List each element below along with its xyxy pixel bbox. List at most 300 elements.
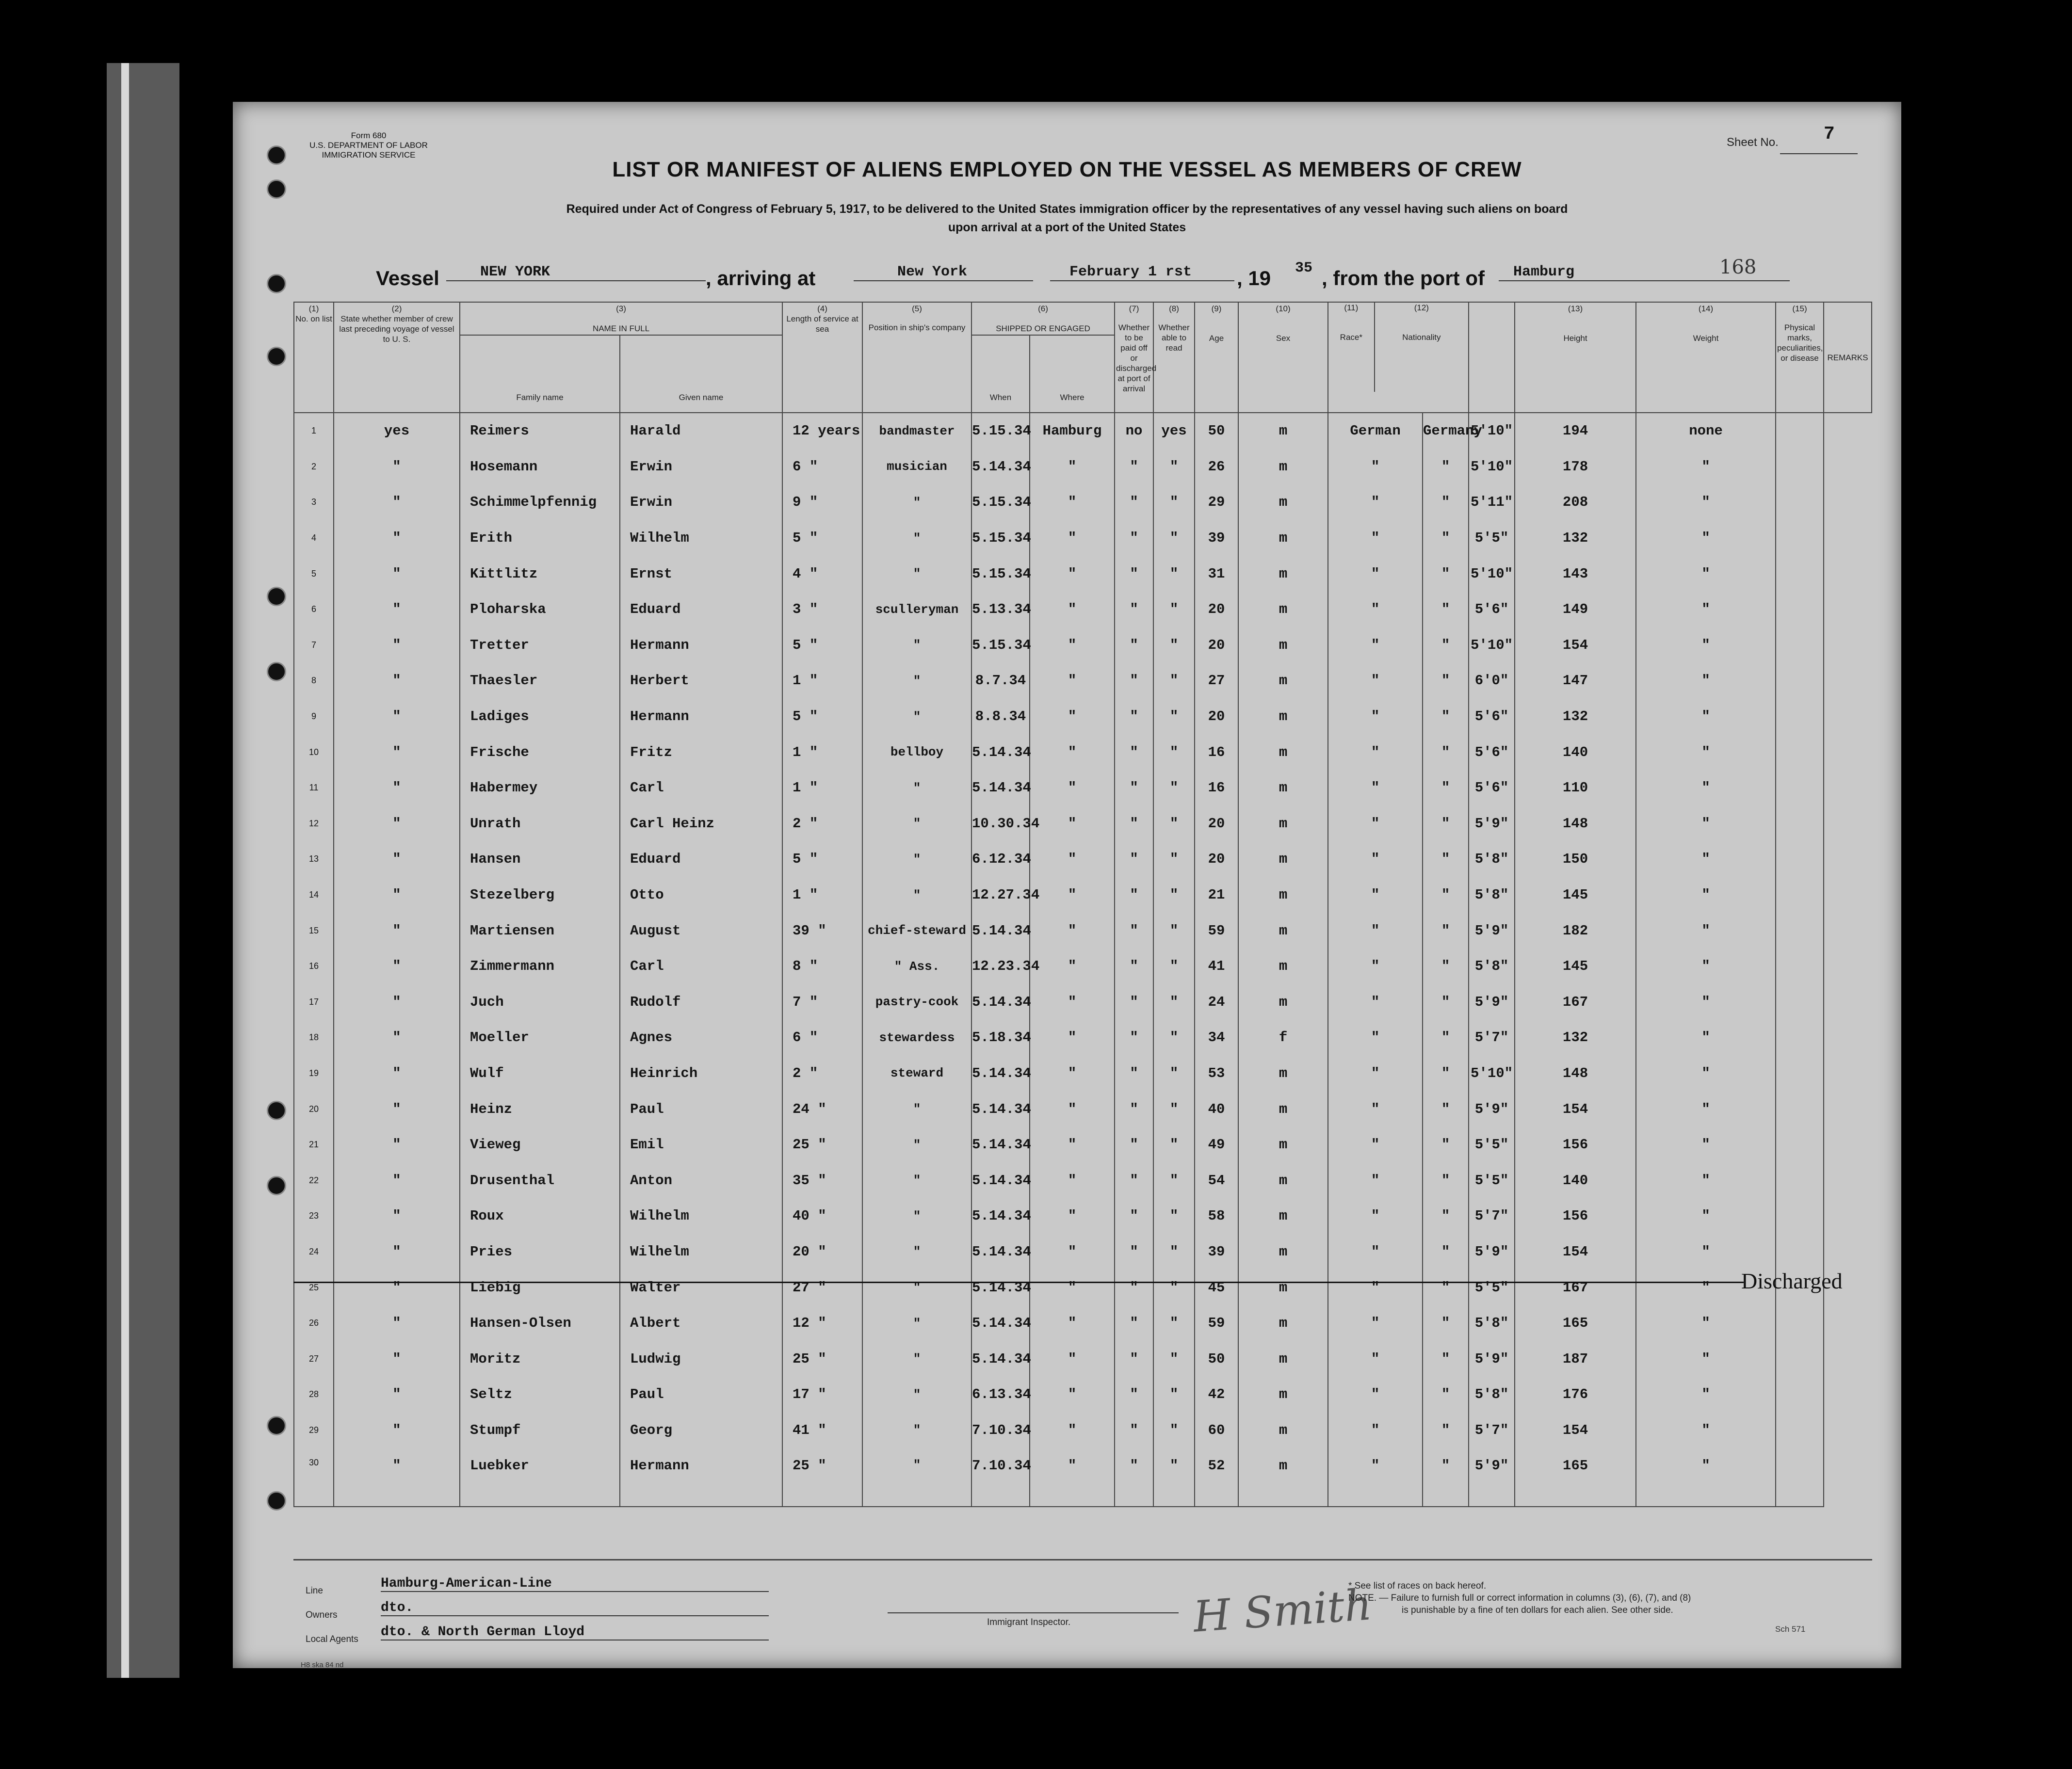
cell-position: sculleryman	[862, 592, 971, 627]
cell-weight: 132	[1515, 699, 1636, 735]
cell-paid-off: "	[1115, 556, 1153, 592]
cell-race: "	[1328, 734, 1423, 770]
cell-engaged-where: "	[1030, 1091, 1115, 1127]
cell-row-number: 13	[294, 841, 334, 877]
cell-height: 5'8"	[1469, 877, 1515, 913]
table-row	[294, 1234, 1872, 1270]
col-spacer-header	[1469, 302, 1515, 413]
cell-given-name: Paul	[620, 1377, 782, 1413]
col-shipped-header	[971, 302, 1115, 335]
cell-service-length: 1 "	[782, 734, 862, 770]
cell-service-length: 5 "	[782, 699, 862, 735]
col-no-label: No. on list	[295, 314, 332, 323]
cell-engaged-when: 8.7.34	[971, 663, 1030, 699]
cell-sex: m	[1238, 806, 1328, 842]
cell-row-number: 7	[294, 627, 334, 663]
cell-engaged-where: "	[1030, 1234, 1115, 1270]
cell-remarks	[1776, 1234, 1824, 1270]
table-row	[294, 699, 1872, 735]
cell-engaged-where: "	[1030, 877, 1115, 913]
cell-paid-off: "	[1115, 1020, 1153, 1056]
cell-engaged-where: "	[1030, 556, 1115, 592]
cell-race: "	[1328, 699, 1423, 735]
table-row	[294, 592, 1872, 627]
cell-nationality: "	[1423, 841, 1469, 877]
cell-remarks	[1776, 1448, 1824, 1507]
table-row	[294, 841, 1872, 877]
cell-height: 5'11"	[1469, 484, 1515, 520]
col-num: (6)	[1038, 304, 1048, 313]
cell-last-voyage: "	[334, 627, 460, 663]
cell-engaged-when: 5.14.34	[971, 1341, 1030, 1377]
cell-remarks	[1776, 1413, 1824, 1448]
cell-position: "	[862, 1413, 971, 1448]
punch-hole	[267, 1416, 286, 1435]
cell-sex: m	[1238, 1127, 1328, 1163]
cell-last-voyage: "	[334, 770, 460, 806]
vessel-name: NEW YORK	[446, 264, 706, 281]
cell-last-voyage: "	[334, 663, 460, 699]
line-value: Hamburg-American-Line	[381, 1576, 769, 1592]
cell-paid-off: "	[1115, 592, 1153, 627]
cell-paid-off: "	[1115, 806, 1153, 842]
cell-race: "	[1328, 984, 1423, 1020]
arrival-year: 35	[1295, 260, 1313, 276]
cell-family-name: Hansen	[460, 841, 620, 877]
cell-engaged-where: "	[1030, 770, 1115, 806]
cell-last-voyage: "	[334, 1056, 460, 1092]
cell-row-number: 2	[294, 449, 334, 485]
cell-race: "	[1328, 592, 1423, 627]
cell-nationality: "	[1423, 1234, 1469, 1270]
cell-position: "	[862, 1377, 971, 1413]
cell-physical-marks: "	[1636, 949, 1776, 984]
cell-physical-marks: "	[1636, 592, 1776, 627]
cell-remarks	[1776, 1198, 1824, 1234]
cell-weight: 154	[1515, 1091, 1636, 1127]
cell-race: "	[1328, 1056, 1423, 1092]
cell-race: "	[1328, 877, 1423, 913]
cell-age: 29	[1195, 484, 1238, 520]
cell-last-voyage: "	[334, 556, 460, 592]
cell-engaged-when: 5.15.34	[971, 484, 1030, 520]
punch-hole	[267, 1176, 286, 1195]
col-num: (10)	[1276, 304, 1291, 313]
cell-service-length: 5 "	[782, 520, 862, 556]
col-num: (2)	[391, 304, 402, 313]
cell-race: "	[1328, 1448, 1423, 1507]
col-race-label: Race*	[1340, 333, 1362, 342]
cell-service-length: 25 "	[782, 1341, 862, 1377]
col-num: (15)	[1792, 304, 1807, 313]
inspector-line	[888, 1612, 1179, 1613]
race-note: * See list of races on back hereof.	[1348, 1581, 1487, 1591]
cell-row-number: 26	[294, 1305, 334, 1341]
cell-engaged-when: 5.14.34	[971, 1162, 1030, 1198]
cell-row-number: 11	[294, 770, 334, 806]
cell-row-number: 27	[294, 1341, 334, 1377]
cell-engaged-when: 8.8.34	[971, 699, 1030, 735]
cell-height: 5'10"	[1469, 627, 1515, 663]
cell-age: 26	[1195, 449, 1238, 485]
cell-service-length: 7 "	[782, 984, 862, 1020]
cell-remarks	[1776, 627, 1824, 663]
cell-family-name: Heinz	[460, 1091, 620, 1127]
cell-engaged-where: "	[1030, 1162, 1115, 1198]
cell-age: 41	[1195, 949, 1238, 984]
cell-remarks	[1776, 449, 1824, 485]
from-port-label: , from the port of	[1322, 267, 1485, 289]
crew-rows	[294, 413, 1872, 1507]
cell-row-number: 28	[294, 1377, 334, 1413]
cell-family-name: Martiensen	[460, 913, 620, 949]
table-row	[294, 1413, 1872, 1448]
cell-paid-off: "	[1115, 984, 1153, 1020]
cell-row-number: 23	[294, 1198, 334, 1234]
cell-nationality: "	[1423, 1091, 1469, 1127]
cell-engaged-where: "	[1030, 984, 1115, 1020]
cell-weight: 140	[1515, 1162, 1636, 1198]
cell-able-to-read: "	[1153, 1162, 1195, 1198]
cell-position: "	[862, 556, 971, 592]
cell-last-voyage: "	[334, 592, 460, 627]
cell-height: 5'5"	[1469, 520, 1515, 556]
table-row	[294, 484, 1872, 520]
col-num: (5)	[912, 304, 922, 313]
cell-family-name: Wulf	[460, 1056, 620, 1092]
cell-family-name: Hansen-Olsen	[460, 1305, 620, 1341]
owners-value: dto.	[381, 1600, 769, 1616]
cell-paid-off: "	[1115, 1198, 1153, 1234]
cell-position: chief-steward	[862, 913, 971, 949]
cell-race: "	[1328, 1377, 1423, 1413]
cell-weight: 147	[1515, 663, 1636, 699]
cell-remarks	[1776, 592, 1824, 627]
cell-paid-off: "	[1115, 734, 1153, 770]
cell-sex: m	[1238, 1091, 1328, 1127]
cell-age: 24	[1195, 984, 1238, 1020]
cell-given-name: Hermann	[620, 1448, 782, 1507]
cell-position: stewardess	[862, 1020, 971, 1056]
cell-given-name: Agnes	[620, 1020, 782, 1056]
cell-able-to-read: "	[1153, 770, 1195, 806]
cell-remarks	[1776, 1305, 1824, 1341]
cell-sex: m	[1238, 734, 1328, 770]
cell-remarks	[1776, 877, 1824, 913]
cell-remarks	[1776, 663, 1824, 699]
cell-remarks	[1776, 770, 1824, 806]
cell-engaged-when: 5.14.34	[971, 449, 1030, 485]
cell-last-voyage: "	[334, 1091, 460, 1127]
cell-race: "	[1328, 1020, 1423, 1056]
arrival-date: February 1 rst	[1050, 264, 1234, 281]
cell-service-length: 40 "	[782, 1198, 862, 1234]
cell-paid-off: "	[1115, 949, 1153, 984]
cell-given-name: Anton	[620, 1162, 782, 1198]
cell-row-number: 22	[294, 1162, 334, 1198]
cell-service-length: 2 "	[782, 1056, 862, 1092]
cell-paid-off: "	[1115, 484, 1153, 520]
cell-sex: m	[1238, 1413, 1328, 1448]
cell-height: 5'8"	[1469, 949, 1515, 984]
cell-able-to-read: "	[1153, 1270, 1195, 1305]
cell-given-name: Carl Heinz	[620, 806, 782, 842]
cell-nationality: "	[1423, 1341, 1469, 1377]
cell-nationality: "	[1423, 1198, 1469, 1234]
col-num: (3)	[616, 304, 626, 313]
col-height-label: Height	[1563, 334, 1587, 343]
cell-paid-off: "	[1115, 770, 1153, 806]
cell-position: "	[862, 841, 971, 877]
form-department: U.S. DEPARTMENT OF LABOR	[309, 141, 428, 150]
cell-sex: m	[1238, 770, 1328, 806]
year-prefix: , 19	[1237, 267, 1271, 289]
cell-given-name: August	[620, 913, 782, 949]
cell-given-name: Emil	[620, 1127, 782, 1163]
cell-height: 5'8"	[1469, 1305, 1515, 1341]
cell-sex: m	[1238, 1341, 1328, 1377]
cell-remarks	[1776, 1091, 1824, 1127]
cell-nationality: "	[1423, 1305, 1469, 1341]
punch-hole	[267, 347, 286, 366]
cell-engaged-when: 7.10.34	[971, 1413, 1030, 1448]
cell-nationality: "	[1423, 1020, 1469, 1056]
cell-last-voyage: "	[334, 520, 460, 556]
race-cell	[1328, 303, 1375, 392]
table-row	[294, 413, 1872, 449]
cell-physical-marks: "	[1636, 770, 1776, 806]
cell-paid-off: "	[1115, 1234, 1153, 1270]
col-name-header	[460, 302, 782, 335]
cell-family-name: Stezelberg	[460, 877, 620, 913]
cell-position: "	[862, 806, 971, 842]
cell-able-to-read: "	[1153, 734, 1195, 770]
cell-position: "	[862, 627, 971, 663]
cell-able-to-read: "	[1153, 449, 1195, 485]
cell-position: "	[862, 1234, 971, 1270]
cell-able-to-read: "	[1153, 1020, 1195, 1056]
cell-service-length: 27 "	[782, 1270, 862, 1305]
cell-sex: m	[1238, 627, 1328, 663]
note-line-2: is punishable by a fine of ten dollars for each alien. See other side.	[1402, 1605, 1673, 1615]
cell-race: "	[1328, 1091, 1423, 1127]
cell-height: 5'7"	[1469, 1198, 1515, 1234]
cell-family-name: Erith	[460, 520, 620, 556]
cell-engaged-where: "	[1030, 449, 1115, 485]
cell-service-length: 24 "	[782, 1091, 862, 1127]
col-num: (12)	[1414, 303, 1429, 312]
form-code-right: Sch 571	[1775, 1624, 1806, 1634]
table-row	[294, 949, 1872, 984]
cell-engaged-where: "	[1030, 1127, 1115, 1163]
cell-service-length: 4 "	[782, 556, 862, 592]
cell-service-length: 41 "	[782, 1413, 862, 1448]
cell-engaged-when: 5.15.34	[971, 627, 1030, 663]
cell-nationality: Germany	[1423, 413, 1469, 449]
col-position-label: Position in ship's company	[868, 323, 966, 332]
cell-remarks	[1776, 520, 1824, 556]
cell-paid-off: "	[1115, 520, 1153, 556]
cell-height: 5'9"	[1469, 1448, 1515, 1507]
cell-family-name: Ladiges	[460, 699, 620, 735]
cell-service-length: 12 "	[782, 1305, 862, 1341]
cell-given-name: Herbert	[620, 663, 782, 699]
cell-remarks	[1776, 734, 1824, 770]
cell-engaged-when: 5.14.34	[971, 770, 1030, 806]
cell-remarks	[1776, 699, 1824, 735]
cell-family-name: Stumpf	[460, 1413, 620, 1448]
cell-age: 40	[1195, 1091, 1238, 1127]
table-row	[294, 806, 1872, 842]
cell-physical-marks: "	[1636, 1020, 1776, 1056]
cell-paid-off: "	[1115, 1056, 1153, 1092]
cell-weight: 143	[1515, 556, 1636, 592]
cell-remarks	[1776, 413, 1824, 449]
cell-family-name: Moeller	[460, 1020, 620, 1056]
cell-paid-off: "	[1115, 1413, 1153, 1448]
cell-nationality: "	[1423, 1448, 1469, 1507]
binder-edge	[107, 63, 179, 1678]
cell-family-name: Zimmermann	[460, 949, 620, 984]
page-title: LIST OR MANIFEST OF ALIENS EMPLOYED ON THE VESSEL AS MEMBERS OF CREW	[612, 158, 1522, 181]
cell-position: bellboy	[862, 734, 971, 770]
cell-paid-off: "	[1115, 663, 1153, 699]
cell-able-to-read: "	[1153, 877, 1195, 913]
cell-paid-off: "	[1115, 699, 1153, 735]
cell-age: 27	[1195, 663, 1238, 699]
cell-nationality: "	[1423, 949, 1469, 984]
col-read-label: Whether able to read	[1158, 323, 1190, 353]
cell-row-number: 21	[294, 1127, 334, 1163]
manifest-number: 168	[1719, 256, 1757, 278]
cell-given-name: Fritz	[620, 734, 782, 770]
cell-service-length: 39 "	[782, 913, 862, 949]
cell-paid-off: "	[1115, 877, 1153, 913]
cell-nationality: "	[1423, 627, 1469, 663]
cell-row-number: 5	[294, 556, 334, 592]
cell-remarks	[1776, 1020, 1824, 1056]
cell-service-length: 17 "	[782, 1377, 862, 1413]
table-row	[294, 734, 1872, 770]
table-row	[294, 1127, 1872, 1163]
cell-given-name: Harald	[620, 413, 782, 449]
cell-given-name: Albert	[620, 1305, 782, 1341]
cell-family-name: Pries	[460, 1234, 620, 1270]
cell-service-length: 35 "	[782, 1162, 862, 1198]
cell-engaged-when: 5.14.34	[971, 1234, 1030, 1270]
cell-row-number: 9	[294, 699, 334, 735]
cell-given-name: Wilhelm	[620, 1198, 782, 1234]
cell-given-name: Hermann	[620, 627, 782, 663]
cell-service-length: 25 "	[782, 1127, 862, 1163]
cell-row-number: 18	[294, 1020, 334, 1056]
cell-height: 5'9"	[1469, 806, 1515, 842]
cell-able-to-read: "	[1153, 556, 1195, 592]
cell-physical-marks: "	[1636, 627, 1776, 663]
cell-age: 60	[1195, 1413, 1238, 1448]
cell-family-name: Tretter	[460, 627, 620, 663]
cell-last-voyage: "	[334, 1198, 460, 1234]
col-paid-label: Whether to be paid off or discharged at port of arrival	[1116, 323, 1157, 393]
cell-able-to-read: "	[1153, 841, 1195, 877]
cell-physical-marks: "	[1636, 1341, 1776, 1377]
cell-able-to-read: "	[1153, 949, 1195, 984]
cell-able-to-read: "	[1153, 806, 1195, 842]
cell-nationality: "	[1423, 913, 1469, 949]
cell-nationality: "	[1423, 877, 1469, 913]
cell-weight: 140	[1515, 734, 1636, 770]
cell-given-name: Carl	[620, 770, 782, 806]
cell-last-voyage: "	[334, 877, 460, 913]
table-row	[294, 1270, 1872, 1305]
cell-remarks	[1776, 556, 1824, 592]
sheet-label: Sheet No.	[1727, 136, 1779, 149]
col-remarks-label: REMARKS	[1827, 353, 1868, 362]
cell-family-name: Roux	[460, 1198, 620, 1234]
cell-race: "	[1328, 520, 1423, 556]
col-position-header	[862, 302, 971, 413]
cell-height: 5'7"	[1469, 1020, 1515, 1056]
cell-age: 16	[1195, 770, 1238, 806]
cell-nationality: "	[1423, 556, 1469, 592]
cell-nationality: "	[1423, 1127, 1469, 1163]
col-marks-label: Physical marks, peculiarities, or disease	[1777, 323, 1823, 363]
cell-position: "	[862, 1127, 971, 1163]
cell-family-name: Liebig	[460, 1270, 620, 1305]
cell-race: "	[1328, 627, 1423, 663]
cell-paid-off: "	[1115, 1162, 1153, 1198]
cell-race: "	[1328, 1198, 1423, 1234]
cell-able-to-read: "	[1153, 484, 1195, 520]
table-row	[294, 449, 1872, 485]
owners-label: Owners	[306, 1610, 338, 1620]
cell-able-to-read: "	[1153, 1056, 1195, 1092]
cell-given-name: Erwin	[620, 484, 782, 520]
cell-given-name: Hermann	[620, 699, 782, 735]
cell-engaged-when: 5.14.34	[971, 1056, 1030, 1092]
cell-physical-marks: "	[1636, 449, 1776, 485]
cell-engaged-where: "	[1030, 627, 1115, 663]
cell-last-voyage: "	[334, 449, 460, 485]
cell-service-length: 12 years	[782, 413, 862, 449]
table-row	[294, 1091, 1872, 1127]
departure-port: Hamburg	[1499, 264, 1790, 281]
cell-family-name: Vieweg	[460, 1127, 620, 1163]
cell-family-name: Frische	[460, 734, 620, 770]
cell-height: 5'9"	[1469, 1091, 1515, 1127]
cell-height: 5'10"	[1469, 1056, 1515, 1092]
cell-position: "	[862, 770, 971, 806]
cell-age: 16	[1195, 734, 1238, 770]
col-read-header	[1153, 302, 1195, 413]
cell-sex: m	[1238, 484, 1328, 520]
col-given-header: Given name	[620, 335, 782, 413]
cell-given-name: Eduard	[620, 592, 782, 627]
cell-last-voyage: "	[334, 1377, 460, 1413]
punch-hole	[267, 587, 286, 606]
cell-last-voyage: "	[334, 699, 460, 735]
col-shipped-label: SHIPPED OR ENGAGED	[996, 324, 1090, 333]
cell-row-number: 12	[294, 806, 334, 842]
cell-height: 5'6"	[1469, 699, 1515, 735]
cell-nationality: "	[1423, 592, 1469, 627]
cell-age: 59	[1195, 1305, 1238, 1341]
cell-service-length: 1 "	[782, 663, 862, 699]
cell-position: musician	[862, 449, 971, 485]
col-length-header	[782, 302, 862, 413]
cell-service-length: 3 "	[782, 592, 862, 627]
cell-remarks	[1776, 913, 1824, 949]
